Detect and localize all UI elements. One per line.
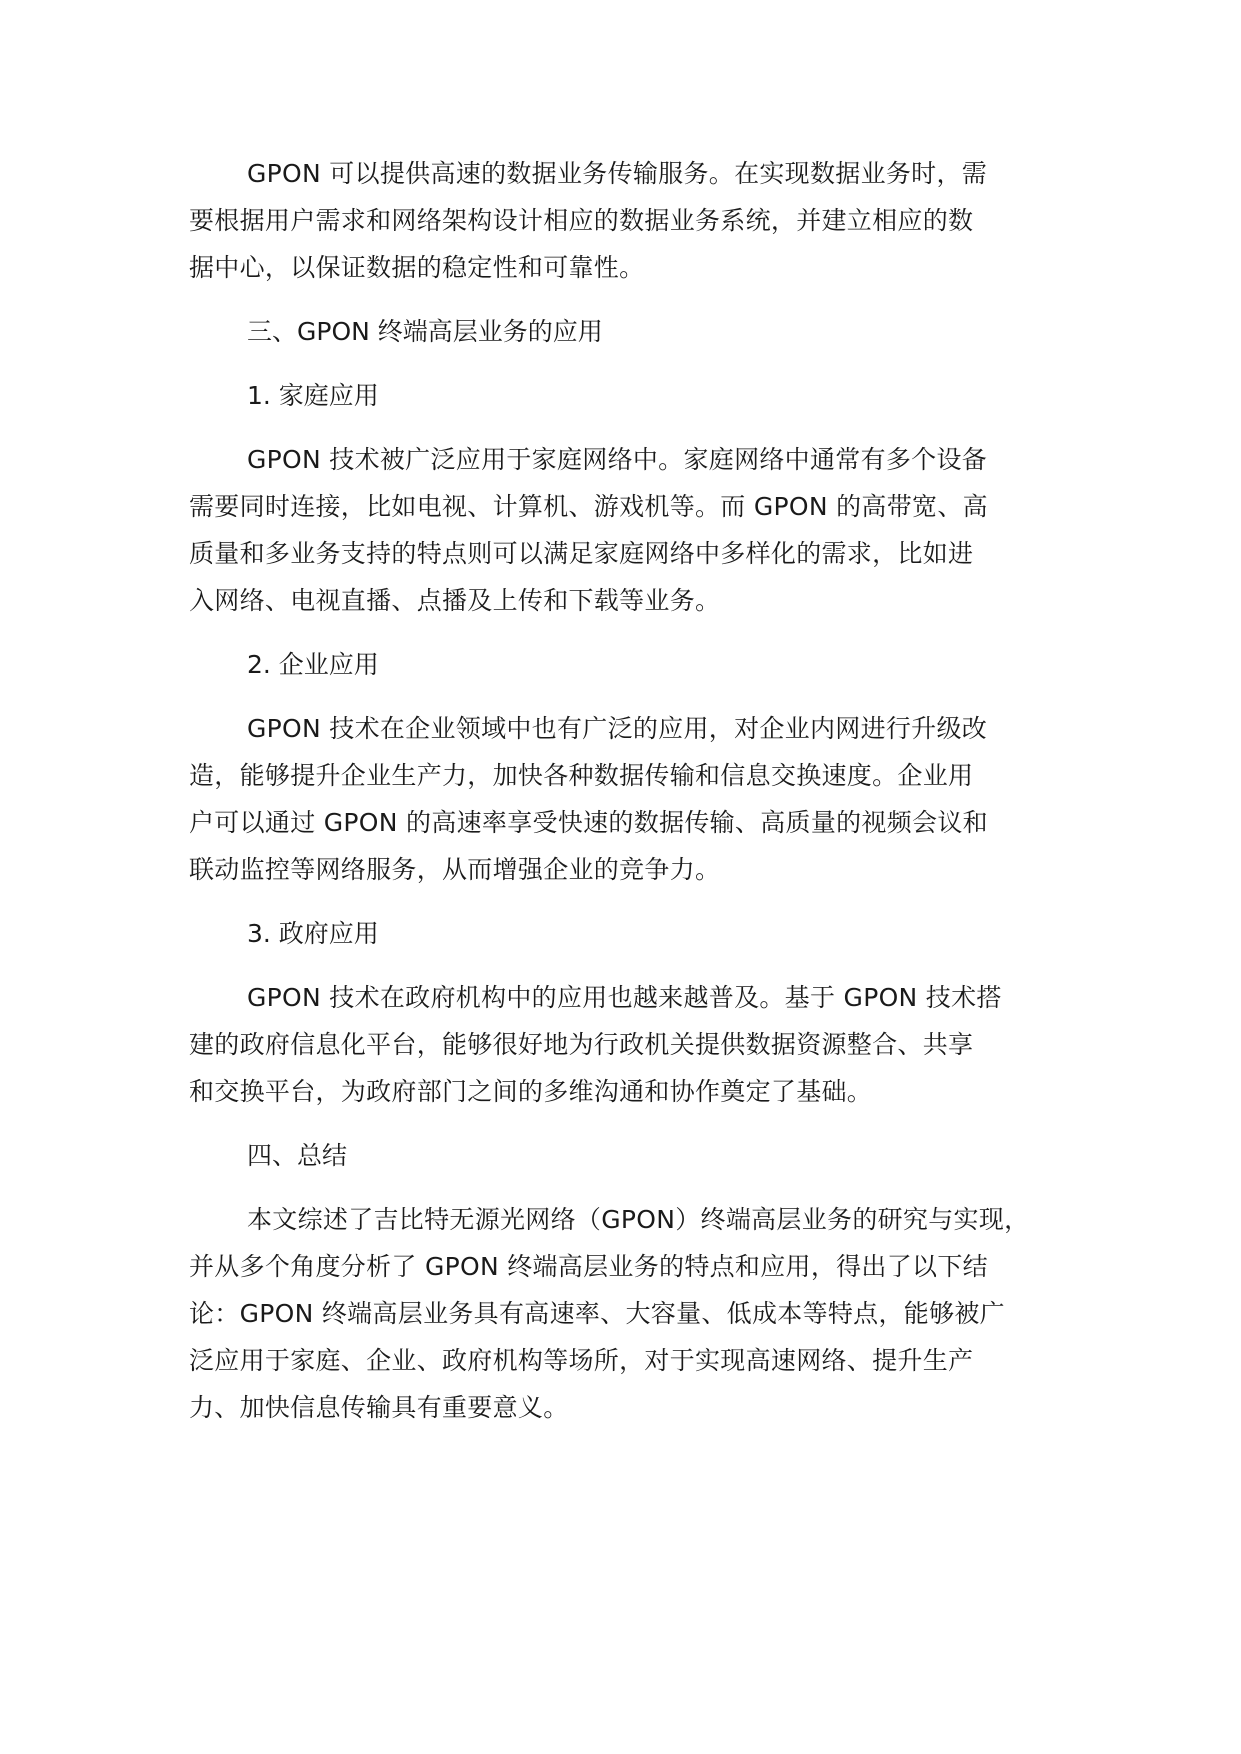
- paragraph-line: 造，能够提升企业生产力，加快各种数据传输和信息交换速度。企业用: [189, 761, 974, 790]
- paragraph-home-application: [189, 436, 1089, 624]
- paragraph-line: 并从多个角度分析了 GPON 终端高层业务的特点和应用，得出了以下结: [189, 1252, 988, 1281]
- paragraph-line: 要根据用户需求和网络架构设计相应的数据业务系统，并建立相应的数: [189, 206, 974, 235]
- paragraph-line: 需要同时连接，比如电视、计算机、游戏机等。而 GPON 的高带宽、高: [189, 492, 988, 521]
- paragraph-line: 据中心，以保证数据的稳定性和可靠性。: [189, 253, 645, 282]
- paragraph-line: 联动监控等网络服务，从而增强企业的竞争力。: [189, 855, 721, 884]
- paragraph-line: 力、加快信息传输具有重要意义。: [189, 1393, 569, 1422]
- paragraph-line: 论：GPON 终端高层业务具有高速率、大容量、低成本等特点，能够被广: [189, 1299, 1005, 1328]
- section-heading-summary: 四、总结: [247, 1141, 348, 1170]
- paragraph-line: 入网络、电视直播、点播及上传和下载等业务。: [189, 586, 721, 615]
- paragraph-line: GPON 技术在企业领域中也有广泛的应用，对企业内网进行升级改: [247, 714, 988, 743]
- paragraph-line: GPON 技术被广泛应用于家庭网络中。家庭网络中通常有多个设备: [247, 445, 988, 474]
- paragraph-line: 本文综述了吉比特无源光网络（GPON）终端高层业务的研究与实现，: [247, 1205, 1030, 1234]
- paragraph-line: GPON 技术在政府机构中的应用也越来越普及。基于 GPON 技术搭: [247, 983, 1002, 1012]
- paragraph-line: 建的政府信息化平台，能够很好地为行政机关提供数据资源整合、共享: [189, 1030, 974, 1059]
- paragraph-line: 和交换平台，为政府部门之间的多维沟通和协作奠定了基础。: [189, 1077, 873, 1106]
- paragraph-data-service: [189, 150, 1089, 291]
- paragraph-line: 质量和多业务支持的特点则可以满足家庭网络中多样化的需求，比如进: [189, 539, 974, 568]
- paragraph-summary: [189, 1196, 1089, 1431]
- paragraph-line: 泛应用于家庭、企业、政府机构等场所，对于实现高速网络、提升生产: [189, 1346, 974, 1375]
- paragraph-enterprise-application: [189, 705, 1089, 893]
- subsection-heading-home: 1. 家庭应用: [247, 381, 379, 410]
- subsection-heading-government: 3. 政府应用: [247, 919, 379, 948]
- section-heading-applications: 三、GPON 终端高层业务的应用: [247, 317, 603, 346]
- subsection-heading-enterprise: 2. 企业应用: [247, 650, 379, 679]
- paragraph-line: 户可以通过 GPON 的高速率享受快速的数据传输、高质量的视频会议和: [189, 808, 988, 837]
- paragraph-government-application: [189, 974, 1089, 1115]
- document-page: [189, 150, 1089, 1448]
- paragraph-line: GPON 可以提供高速的数据业务传输服务。在实现数据业务时，需: [247, 159, 988, 188]
